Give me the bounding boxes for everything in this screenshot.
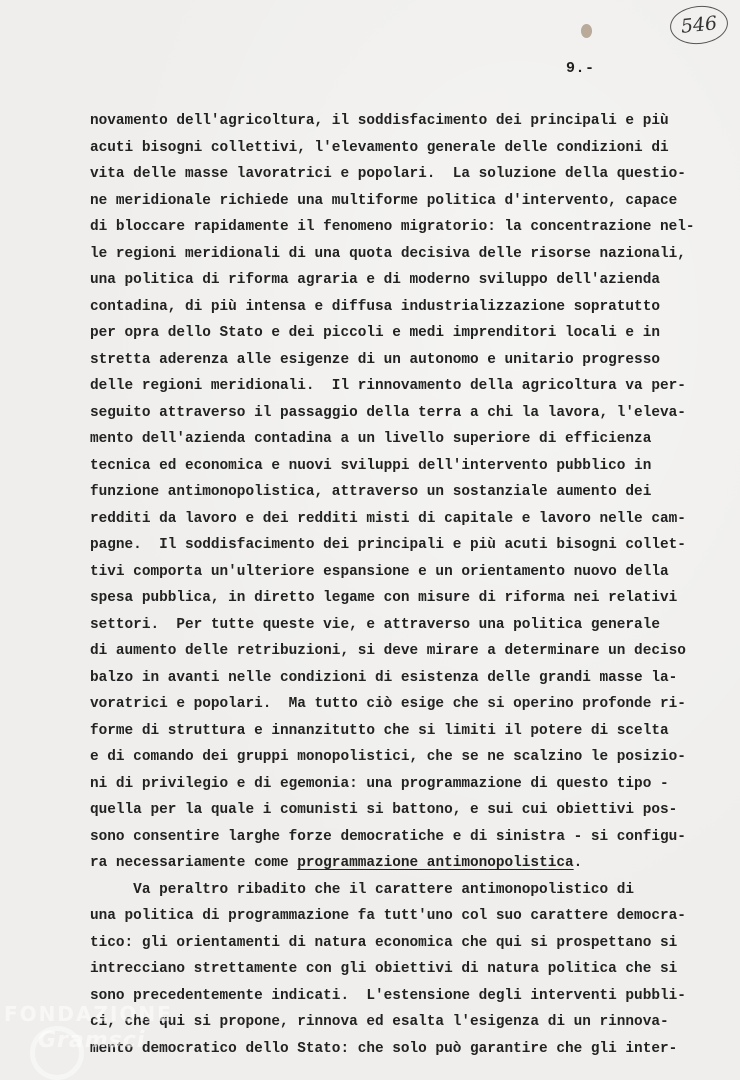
text-line: ci, che qui si propone, rinnova ed esalta l'esigenza di un rinnova- <box>90 1014 669 1030</box>
text-line: tecnica ed economica e nuovi sviluppi dell'intervento pubblico in <box>90 457 652 474</box>
text-line: intrecciano strettamente con gli obiettivi di natura politica che si <box>90 961 678 977</box>
text-line: una politica di programmazione fa tutt'uno col suo carattere democra- <box>90 908 686 924</box>
text-line: forme di struttura e innanzitutto che si limiti il potere di scelta <box>90 722 669 739</box>
text-line: spesa pubblica, in diretto legame con misure di riforma nei relativi <box>90 590 678 606</box>
text-line: sono precedentemente indicati. L'estensione degli interventi pubbli- <box>90 987 686 1004</box>
text-line: mento democratico dello Stato: che solo può garantire che gli inter- <box>90 1040 678 1057</box>
text-line: redditi da lavoro e dei redditi misti di capitale e lavoro nelle cam- <box>90 510 686 527</box>
text-line: contadina, di più intensa e diffusa industrializzazione sopratutto <box>90 298 660 315</box>
text-line-prefix: ra necessariamente come <box>90 855 298 871</box>
text-line: vita delle masse lavoratrici e popolari. La soluzione della questio- <box>90 166 686 182</box>
text-line: settori. Per tutte queste vie, e attraverso una politica generale <box>90 616 660 633</box>
punch-hole-mark <box>581 24 592 38</box>
body-text <box>90 108 708 1062</box>
text-line: seguito attraverso il passaggio della terra a chi la lavora, l'eleva- <box>90 404 686 421</box>
text-line: stretta aderenza alle esigenze di un autonomo e unitario progresso <box>90 351 660 368</box>
text-line: tico: gli orientamenti di natura economica che qui si prospettano si <box>90 934 678 951</box>
text-line: ni di privilegio e di egemonia: una programmazione di questo tipo - <box>90 775 669 792</box>
text-line: per opra dello Stato e dei piccoli e medi imprenditori locali e in <box>90 325 660 341</box>
text-line: funzione antimonopolistica, attraverso un sostanziale aumento dei <box>90 484 652 500</box>
text-line: voratrici e popolari. Ma tutto ciò esige che si operino profonde ri- <box>90 696 686 712</box>
text-line: Va peraltro ribadito che il carattere antimonopolistico di <box>90 881 635 898</box>
text-line: tivi comporta un'ulteriore espansione e un orientamento nuovo della <box>90 563 669 580</box>
text-line: sono consentire larghe forze democratiche e di sinistra - si configu- <box>90 828 686 845</box>
text-line: novamento dell'agricoltura, il soddisfacimento dei principali e più <box>90 113 669 129</box>
text-line: pagne. Il soddisfacimento dei principali e più acuti bisogni collet- <box>90 537 686 553</box>
paragraph-2 <box>90 877 708 1063</box>
archive-number-stamp: 546 <box>668 3 730 47</box>
text-line: e di comando dei gruppi monopolistici, che se ne scalzino le posizio- <box>90 749 686 765</box>
text-line: le regioni meridionali di una quota decisiva delle risorse nazionali, <box>90 245 686 262</box>
watermark-line-2: Gramsci <box>38 1028 146 1053</box>
text-line: acuti bisogni collettivi, l'elevamento generale delle condizioni di <box>90 139 669 156</box>
paragraph-1 <box>90 108 708 850</box>
text-line: mento dell'azienda contadina a un livello superiore di efficienza <box>90 431 652 447</box>
text-line: quella per la quale i comunisti si battono, e sui cui obiettivi pos- <box>90 802 678 818</box>
text-line: ne meridionale richiede una multiforme politica d'intervento, capace <box>90 192 678 209</box>
watermark-line-1: FONDAZIONE <box>4 1002 173 1026</box>
page-number: 9.- <box>566 60 595 77</box>
text-line: balzo in avanti nelle condizioni di esistenza delle grandi masse la- <box>90 669 678 686</box>
underlined-phrase: programmazione antimonopolistica <box>297 855 574 871</box>
text-line: di aumento delle retribuzioni, si deve mirare a determinare un deciso <box>90 643 686 659</box>
text-line: di bloccare rapidamente il fenomeno migratorio: la concentrazione nel- <box>90 219 695 235</box>
text-line: una politica di riforma agraria e di moderno sviluppo dell'azienda <box>90 272 660 288</box>
text-line-underlined <box>90 850 708 877</box>
watermark-logo-icon <box>30 1026 84 1080</box>
text-line: delle regioni meridionali. Il rinnovamento della agricoltura va per- <box>90 378 686 394</box>
text-line-suffix: . <box>573 855 583 871</box>
